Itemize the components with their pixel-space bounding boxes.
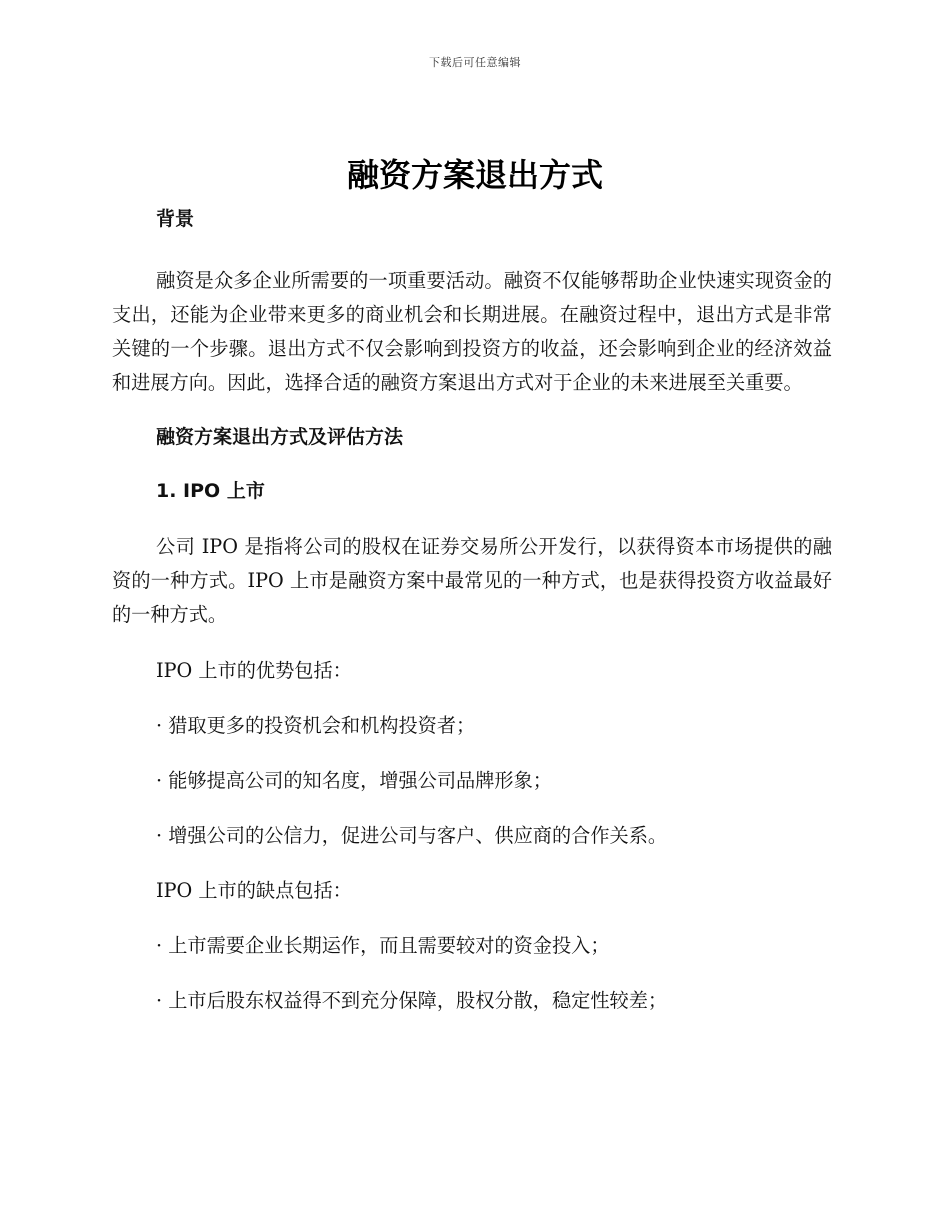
paragraph-background: 融资是众多企业所需要的一项重要活动。融资不仅能够帮助企业快速实现资金的支出，还能为企业带来更多的商业机会和长期进展。在融资过程中，退出方式是非常关键的一个步骤。退出方式不仅会影响到投资方的收益，还会影响到企业的经济效益和进展方向。因此，选择合适的融资方案退出方式对于企业的未来进展至关重要。	[112, 269, 832, 394]
section-heading-ipo: 1. IPO 上市	[156, 480, 265, 502]
section-heading-methods: 融资方案退出方式及评估方法	[156, 426, 404, 448]
disadvantages-intro: IPO 上市的缺点包括：	[156, 879, 352, 902]
list-item-advantage: · 猎取更多的投资机会和机构投资者；	[156, 714, 476, 737]
list-item-advantage: · 增强公司的公信力，促进公司与客户、供应商的合作关系。	[156, 824, 668, 847]
page-header: 下载后可任意编辑	[429, 56, 521, 69]
section-heading-background: 背景	[156, 208, 195, 230]
list-item-advantage: · 能够提高公司的知名度，增强公司品牌形象；	[156, 769, 552, 792]
list-item-disadvantage: · 上市后股东权益得不到充分保障，股权分散，稳定性较差；	[156, 989, 668, 1012]
document-title: 融资方案退出方式	[346, 156, 603, 194]
advantages-intro: IPO 上市的优势包括：	[156, 659, 352, 682]
list-item-disadvantage: · 上市需要企业长期运作，而且需要较对的资金投入；	[156, 934, 610, 957]
document-body	[112, 204, 832, 1039]
paragraph-ipo: 公司 IPO 是指将公司的股权在证券交易所公开发行，以获得资本市场提供的融资的一种方式。IPO 上市是融资方案中最常见的一种方式，也是获得投资方收益最好的一种方式。	[112, 535, 832, 626]
